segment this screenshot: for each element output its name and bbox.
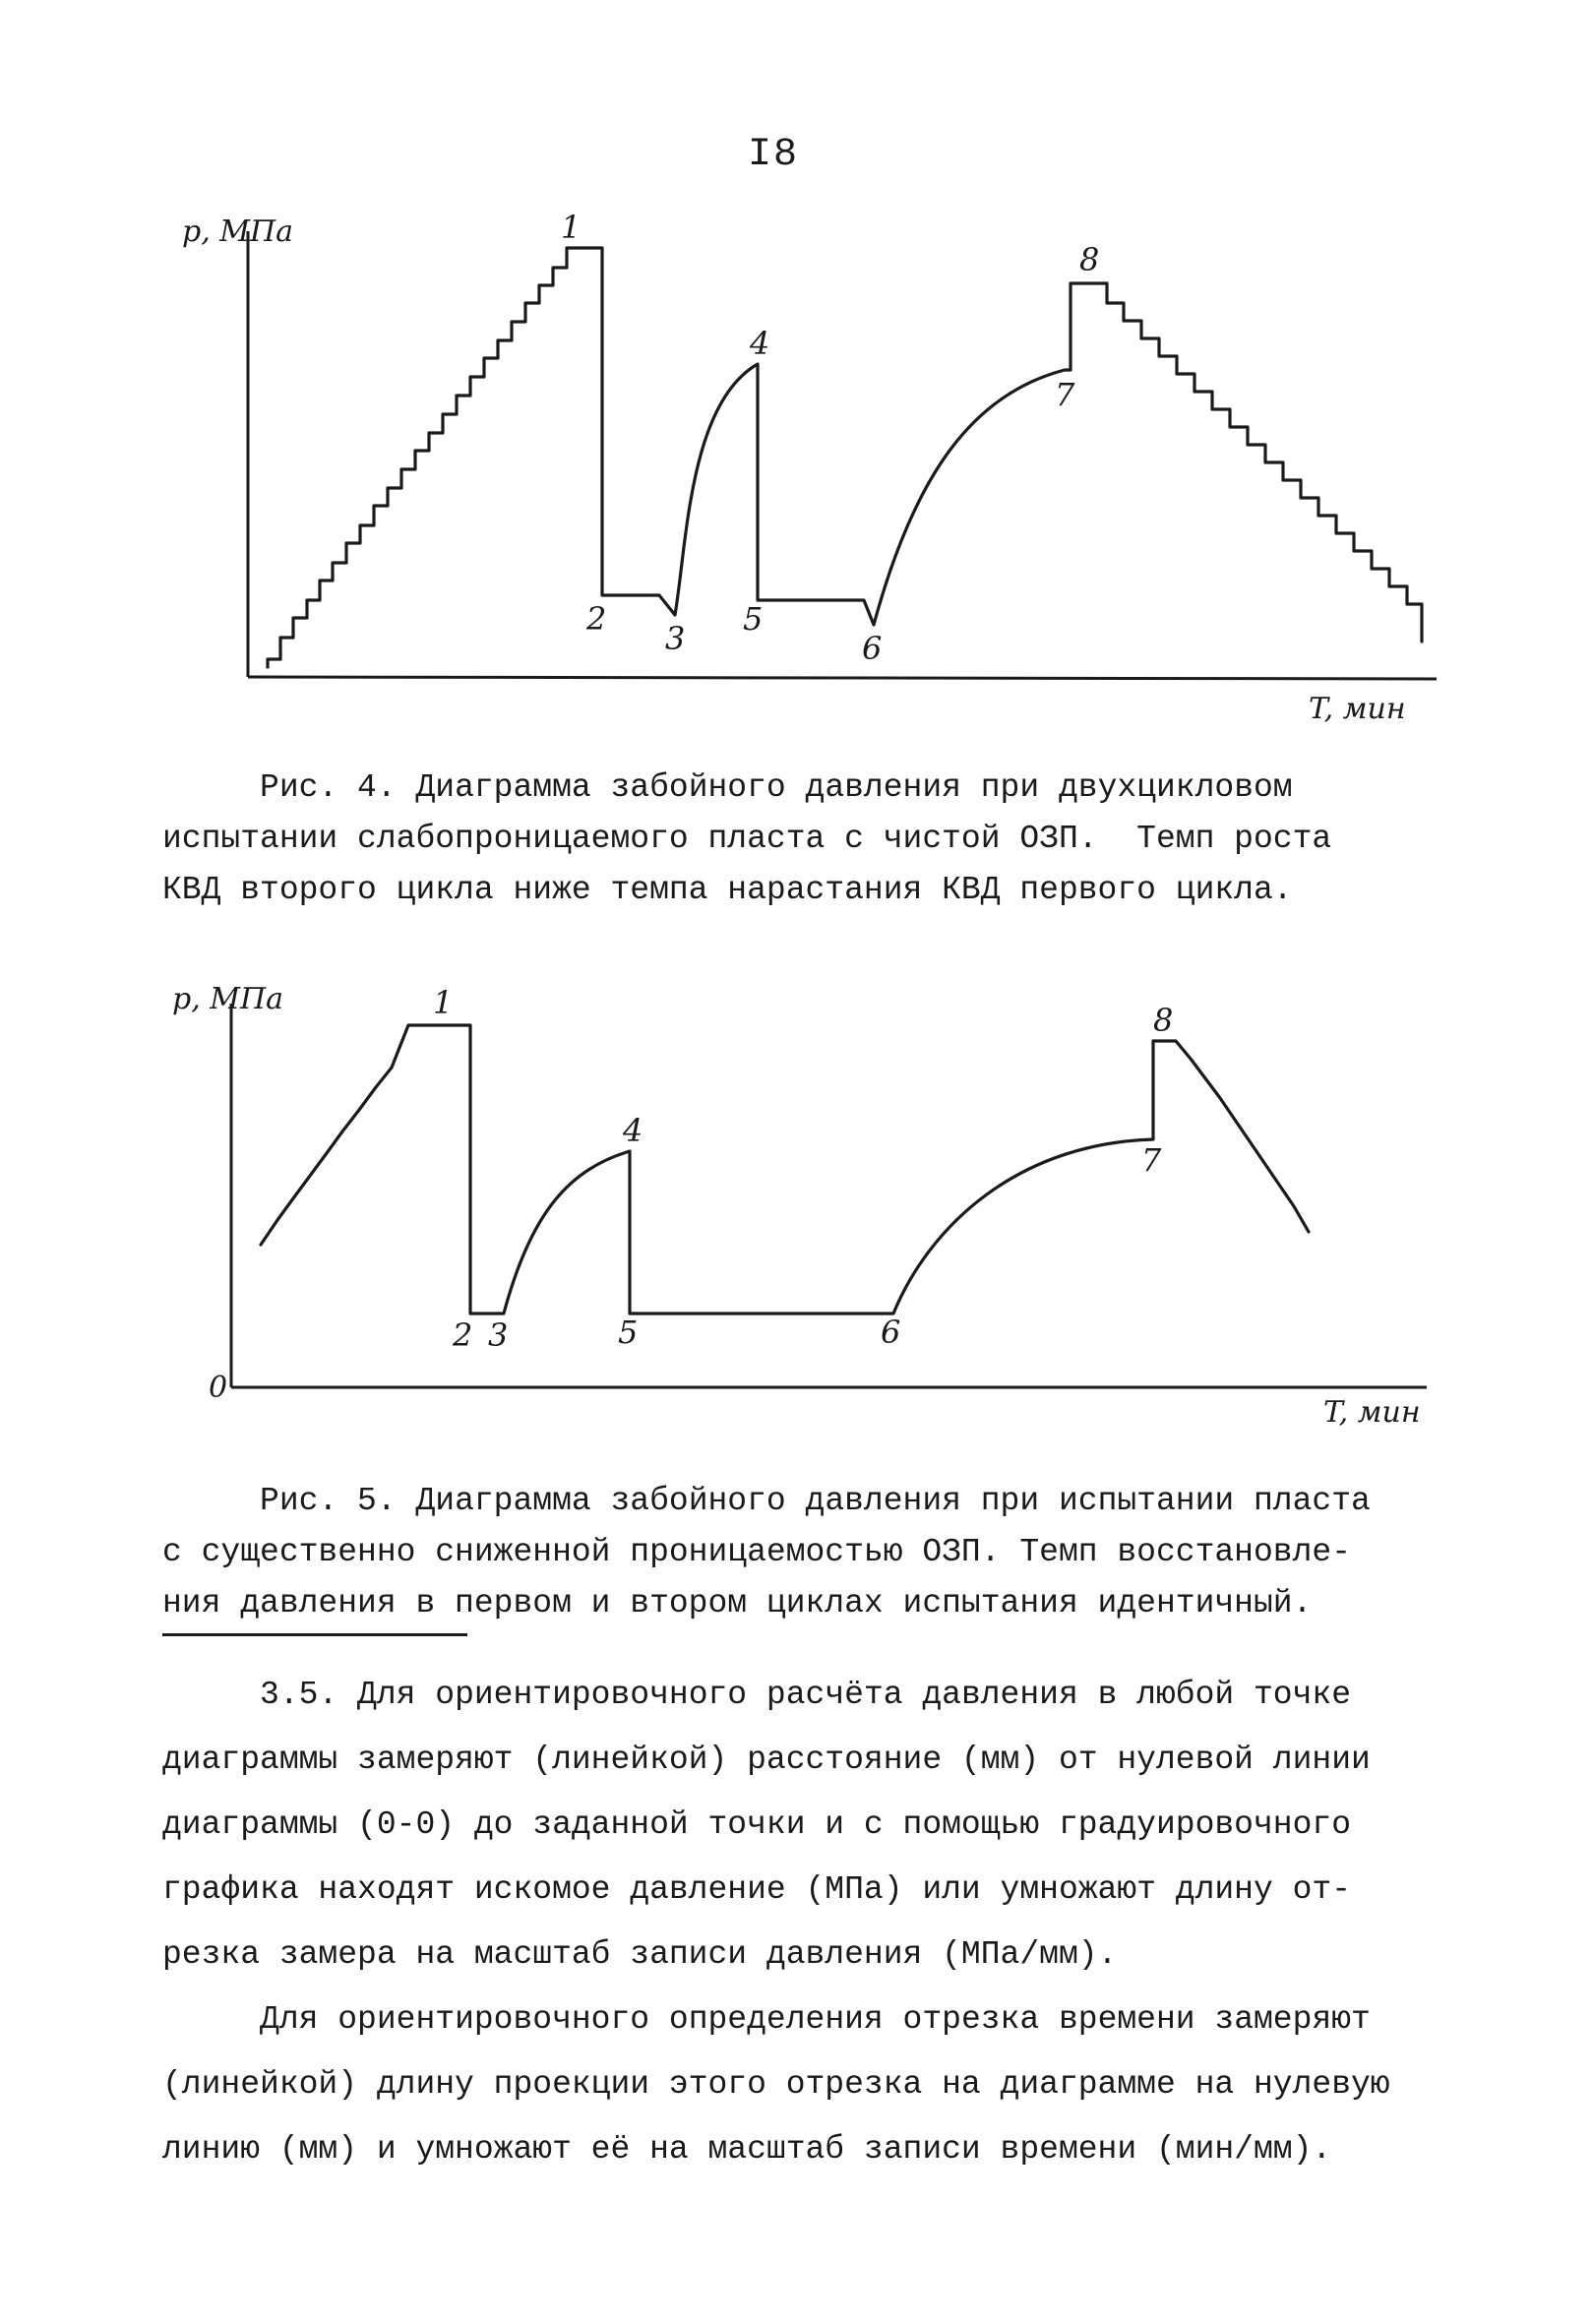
fig4-point-7: 7 <box>1055 376 1075 413</box>
fig5-point-6: 6 <box>881 1314 901 1351</box>
fig4-point-1: 1 <box>561 209 582 246</box>
fig4-point-2: 2 <box>586 600 607 638</box>
fig4-point-5: 5 <box>743 600 764 638</box>
text-line: Для ориентировочного определения отрезка времени замеряют <box>162 2001 1371 2038</box>
fig5-origin-label: 0 <box>209 1371 228 1405</box>
caption-divider <box>162 1633 467 1636</box>
figure-5-caption <box>162 1476 1441 1629</box>
fig5-point-3: 3 <box>488 1316 509 1354</box>
text-line: диаграммы (0-0) до заданной точки и с помощью градуировочного <box>162 1806 1351 1843</box>
fig5-point-1: 1 <box>433 984 454 1021</box>
fig5-point-2: 2 <box>453 1316 473 1354</box>
caption-line: испытании слабопроницаемого пласта с чистой ОЗП. Темп роста <box>162 821 1332 857</box>
fig4-y-axis-label: p, МПа <box>182 214 294 249</box>
fig5-point-8: 8 <box>1153 1002 1174 1039</box>
fig5-point-7: 7 <box>1141 1141 1162 1179</box>
text-line: резка замера на масштаб записи давления (МПа/мм). <box>162 1936 1118 1973</box>
fig4-point-6: 6 <box>862 630 883 667</box>
caption-line: с существенно сниженной проницаемостью ОЗП. Темп восстановле- <box>162 1534 1351 1570</box>
caption-line: Рис. 5. Диаграмма забойного давления при испытании пласта <box>162 1483 1371 1519</box>
caption-line: ния давления в первом и втором циклах испытания идентичный. <box>162 1585 1313 1621</box>
page-number: I8 <box>748 133 800 177</box>
text-line: диаграммы замеряют (линейкой) расстояние (мм) от нулевой линии <box>162 1742 1371 1778</box>
fig5-x-axis-label: T, мин <box>1323 1395 1421 1430</box>
figure-5-diagram <box>0 974 1592 1446</box>
paragraph-time-measurement <box>162 1988 1461 2182</box>
fig5-y-axis-label: p, МПа <box>172 982 284 1016</box>
fig4-x-axis-label: T, мин <box>1309 692 1406 726</box>
text-line: графика находят искомое давление (МПа) или умножают длину от- <box>162 1871 1351 1908</box>
caption-line: Рис. 4. Диаграмма забойного давления при двухцикловом <box>162 769 1293 806</box>
fig5-point-5: 5 <box>618 1314 639 1351</box>
text-line: линию (мм) и умножают её на масштаб записи времени (мин/мм). <box>162 2131 1332 2168</box>
figure-4-caption <box>162 763 1441 916</box>
fig4-x-axis <box>248 677 1437 679</box>
fig4-pressure-curve <box>268 248 1422 667</box>
fig4-point-8: 8 <box>1079 241 1100 278</box>
fig4-point-4: 4 <box>750 325 770 362</box>
text-line: 3.5. Для ориентировочного расчёта давления в любой точке <box>162 1677 1352 1713</box>
text-line: (линейкой) длину проекции этого отрезка на диаграмме на нулевую <box>162 2066 1390 2103</box>
paragraph-3-5 <box>162 1663 1461 1988</box>
caption-line: КВД второго цикла ниже темпа нарастания КВД первого цикла. <box>162 872 1293 908</box>
fig4-point-3: 3 <box>665 620 686 657</box>
figure-4-diagram <box>0 197 1592 748</box>
fig5-point-4: 4 <box>623 1112 643 1149</box>
